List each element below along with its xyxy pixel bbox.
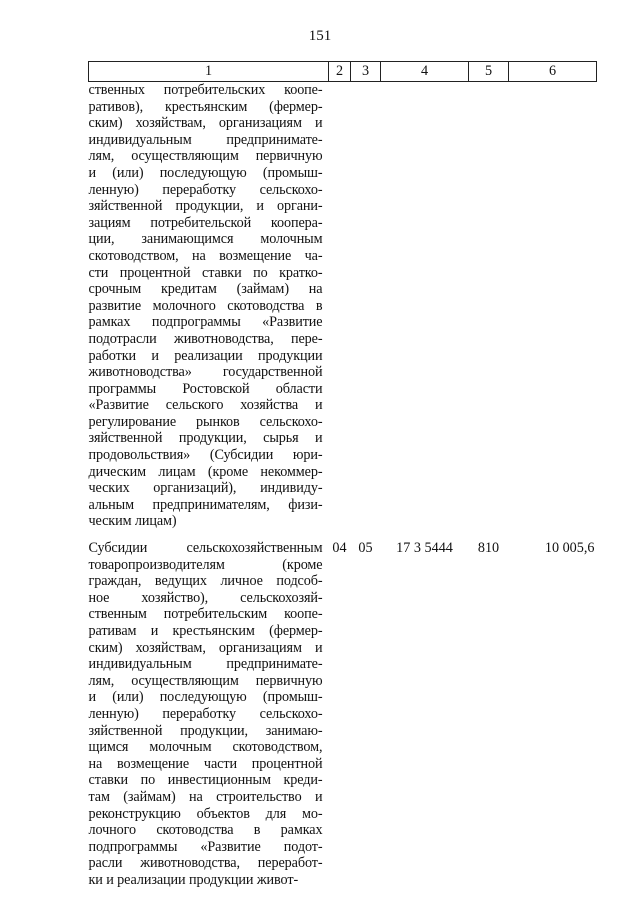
description-line: ки и реализации продукции живот- — [88, 871, 299, 888]
table-row — [89, 82, 597, 531]
description-line: работки и реализации продукции — [88, 347, 323, 364]
description-line: программы Ростовской области — [88, 380, 323, 397]
description-line: щимся молочным скотоводством, — [88, 739, 323, 756]
row-section-code: 04 — [332, 540, 347, 557]
description-line: ции, занимающимся молочным — [88, 231, 323, 248]
description-line: продовольствия» (Субсидии юри- — [88, 447, 323, 464]
row-description — [89, 82, 329, 531]
description-line: животноводства» государственной — [88, 364, 323, 381]
row-amount: 10 005,6 — [544, 540, 595, 557]
description-line: Субсидии сельскохозяйственным — [88, 540, 323, 557]
budget-table — [88, 61, 597, 889]
description-line: лям, осуществляющим первичную — [88, 148, 323, 165]
table-row — [89, 530, 597, 888]
description-line: ственным потребительским коопе- — [88, 606, 323, 623]
header-col-4: 4 — [381, 62, 469, 82]
description-line: ративов), крестьянским (фермер- — [88, 98, 323, 115]
description-line: ставки по инвестиционным креди- — [88, 772, 323, 789]
header-col-3: 3 — [351, 62, 381, 82]
description-line: подпрограммы «Развитие подот- — [88, 838, 323, 855]
description-line: сти процентной ставки по кратко- — [88, 264, 323, 281]
row-expense-type: 810 — [477, 540, 500, 557]
row-subsection-code — [351, 82, 381, 531]
description-line: реконструкцию объектов для мо- — [88, 805, 323, 822]
description-line: ственных потребительских коопе- — [88, 82, 323, 98]
description-line: индивидуальным предпринимате- — [88, 656, 323, 673]
row-subsection-code: 05 — [358, 540, 373, 557]
row-target-article: 17 3 5444 — [396, 540, 453, 557]
description-line: и (или) последующую (промыш- — [88, 164, 323, 181]
row-amount — [509, 82, 597, 531]
description-line: зациям потребительской коопера- — [88, 214, 323, 231]
description-line: зяйственной продукции, сырья и — [88, 430, 323, 447]
description-line: индивидуальным предпринимате- — [88, 131, 323, 148]
description-line: подотрасли животноводства, пере- — [88, 330, 323, 347]
description-line: граждан, ведущих личное подсоб- — [88, 573, 323, 590]
description-line: на возмещение части процентной — [88, 755, 323, 772]
header-col-5: 5 — [469, 62, 509, 82]
description-line: лям, осуществляющим первичную — [88, 672, 323, 689]
header-col-2: 2 — [329, 62, 351, 82]
description-line: ративам и крестьянским (фермер- — [88, 623, 323, 639]
page-number: 151 — [308, 28, 332, 44]
description-line: расли животноводства, переработ- — [88, 855, 323, 872]
row-description — [89, 530, 329, 888]
description-line: развитие молочного скотоводства в — [88, 297, 323, 314]
header-col-6: 6 — [509, 62, 597, 82]
table-header-row — [89, 62, 597, 82]
description-line: зяйственной продукции, занимаю- — [88, 722, 323, 739]
description-line: товаропроизводителям (кроме — [88, 556, 323, 573]
row-expense-type — [469, 82, 509, 531]
description-line: ским) хозяйствам, организациям и — [88, 115, 323, 132]
description-line: скотоводством, на возмещение ча- — [88, 247, 323, 264]
description-line: ное хозяйство), сельскохозяй- — [88, 589, 323, 606]
description-line: ским) хозяйствам, организациям и — [88, 639, 323, 656]
row-section-code — [329, 82, 351, 531]
description-line: срочным кредитам (займам) на — [88, 281, 323, 298]
description-line: зяйственной продукции, и органи- — [88, 198, 323, 215]
description-line: альным предпринимателям, физи- — [88, 496, 323, 513]
description-line: ленную) переработку сельскохо- — [88, 705, 323, 722]
description-line: регулирование рынков сельскохо- — [88, 413, 323, 430]
header-col-1: 1 — [89, 62, 329, 82]
description-line: лочного скотоводства в рамках — [88, 822, 323, 839]
description-line: ленную) переработку сельскохо- — [88, 181, 323, 198]
description-line: там (займам) на строительство и — [88, 788, 323, 805]
description-line: ческим лицам) — [88, 513, 177, 530]
description-line: «Развитие сельского хозяйства и — [88, 397, 323, 414]
row-target-article — [381, 82, 469, 531]
description-line: и (или) последующую (промыш- — [88, 689, 323, 706]
description-line: ческих организаций), индивиду- — [88, 480, 323, 497]
description-line: дическим лицам (кроме некоммер- — [88, 463, 323, 480]
description-line: рамках подпрограммы «Развитие — [88, 314, 323, 331]
